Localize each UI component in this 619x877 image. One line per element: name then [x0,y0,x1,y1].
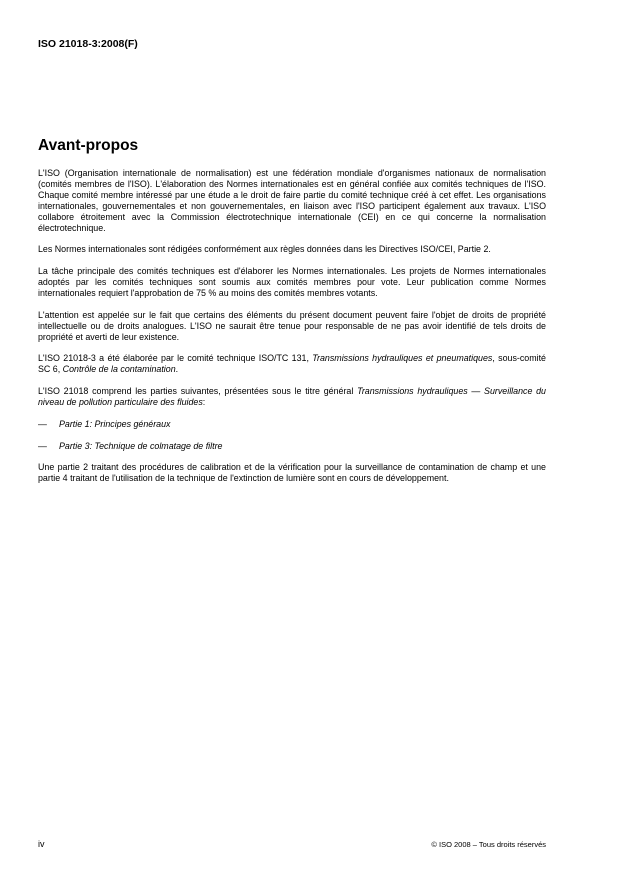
page-title: Avant-propos [38,137,139,154]
paragraph-patent-rights: L'attention est appelée sur le fait que certains des éléments du présent document peuvent faire l'objet de droits de propriété intellectuelle ou de droits analogues. L'ISO ne saurait être tenue pour responsable de ne pas avoir identifié de tels droits de propriété et averti de leur existence. [38,309,546,342]
subcommittee-text: , sous-comité SC 6, [38,353,546,375]
period: . [175,364,179,375]
prepared-by-text: L'ISO 21018-3 a été élaborée par le comité technique ISO/TC 131, [38,353,313,364]
tc-title: Transmissions hydrauliques et pneumatiques [312,353,493,364]
paragraph-iso-overview: L'ISO (Organisation internationale de normalisation) est une fédération mondiale d'organismes nationaux de normalisation (comités membres de l'ISO). L'élaboration des Normes internationales est en général confiée aux comités techniques de l'ISO. Chaque comité membre intéressé par une étude a le droit de faire partie du comité technique créé à cet effet. Les organisations internationales, gouvernementales et non gouvernementales, en liaison avec l'ISO participent également aux travaux. L'ISO collabore étroitement avec la Commission électrotechnique internationale (CEI) en ce qui concerne la normalisation électrotechnique. [38,168,546,233]
paragraph-directives: Les Normes internationales sont rédigées conformément aux règles données dans les Directives ISO/CEI, Partie 2. [38,244,491,255]
document-id: ISO 21018-3:2008(F) [38,38,138,50]
general-title: Transmissions hydrauliques — Surveillance du niveau de pollution particulaire des fluides [38,386,546,407]
paragraph-future-parts: Une partie 2 traitant des procédures de calibration et de la vérification pour la surveillance de contamination de champ et une partie 4 traitant de l'utilisation de la technique de l'extinction de lumière sont en cours de développement. [38,462,546,484]
parts-intro-text: L'ISO 21018 comprend les parties suivantes, présentées sous le titre général [38,386,358,397]
sc-title: Contrôle de la contamination [62,364,176,375]
dash-bullet: — [38,440,47,451]
colon: : [202,396,206,407]
copyright-notice: © ISO 2008 – Tous droits réservés [431,840,546,849]
part-1-title: Partie 1: Principes généraux [59,418,171,429]
page-number: iv [38,839,45,849]
part-3-title: Partie 3: Technique de colmatage de filtre [59,440,223,451]
foreword-body [38,168,546,495]
list-item [38,441,546,452]
paragraph-prepared-by [38,353,546,375]
paragraph-parts-intro [38,386,546,408]
list-item [38,419,546,430]
paragraph-technical-committees: La tâche principale des comités techniques est d'élaborer les Normes internationales. Les projets de Normes internationales adoptés par les comités techniques sont soumis aux comités membres pour vote. Leur publication comme Normes internationales requiert l'approbation de 75 % au moins des comités membres votants. [38,266,546,298]
dash-bullet: — [38,418,47,429]
